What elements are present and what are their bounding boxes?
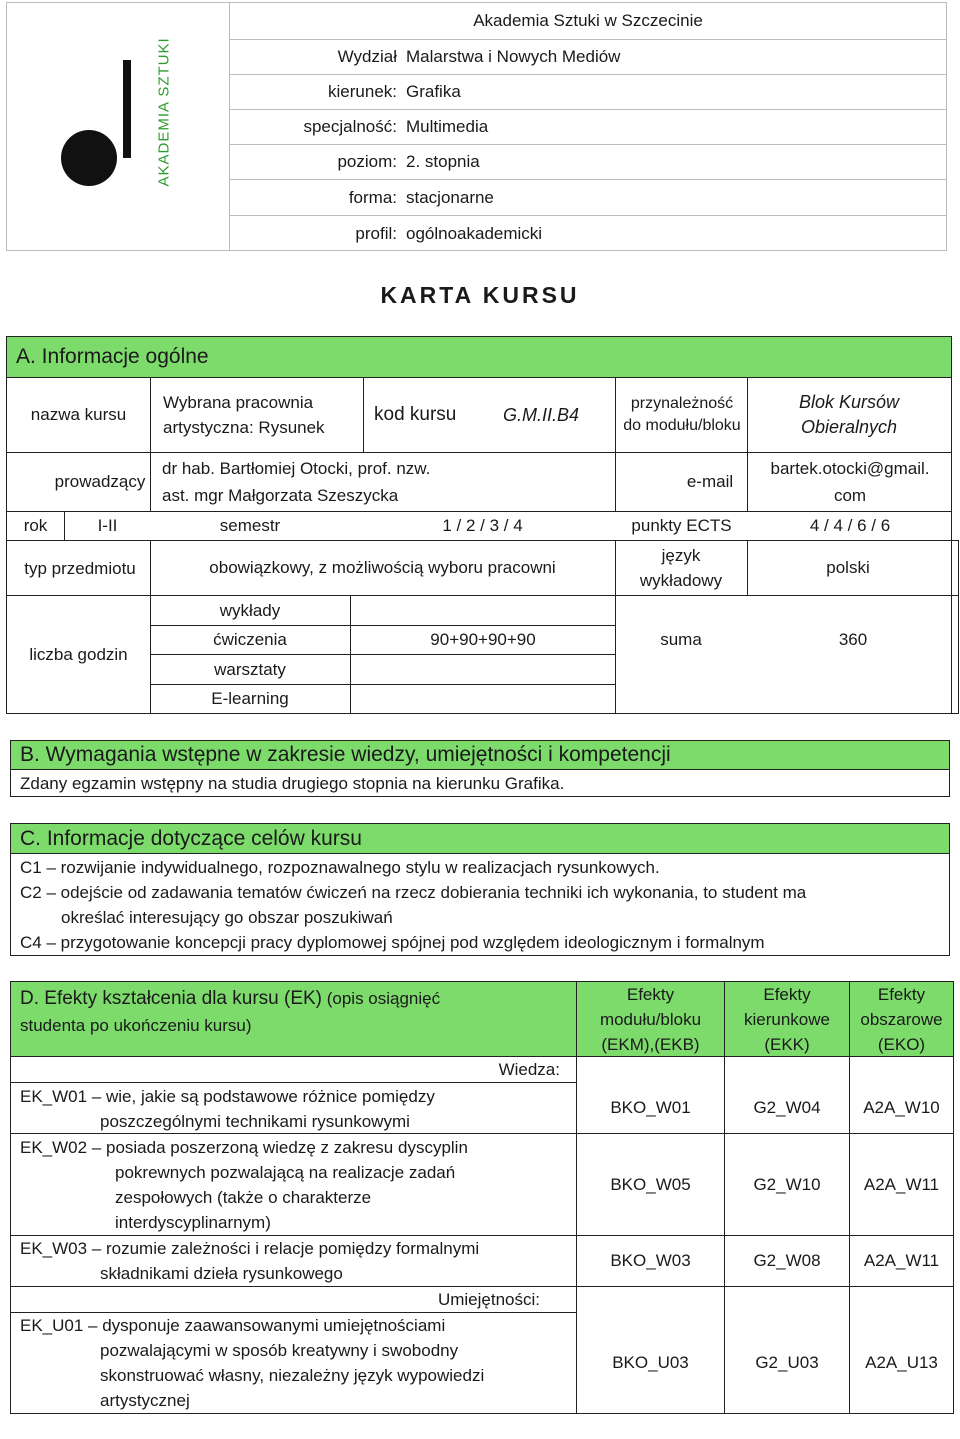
ek-u01-area: A2A_U13 [865,1353,938,1372]
year-value: I-II [97,516,118,535]
field-label: kierunek: [328,82,397,101]
language-label: język wykładowy [639,546,723,590]
hours-elearning: E-learning [211,689,289,708]
goal-c2-line-2: określać interesujący go obszar poszukiwań [61,908,393,927]
module-label: przynależność do modułu/bloku [623,395,741,434]
profile-label: profil: [355,223,397,243]
section-d-title-bold: D. Efekty kształcenia dla kursu (EK) [20,988,322,1009]
level-label: poziom: [337,152,397,171]
goal-c4: C4 – przygotowanie koncepcji pracy dyplomowej spójnej pod względem ideologicznym i formalnym [20,933,765,952]
course-name-value: Wybrana pracownia artystyczna: Rysunek [163,393,325,437]
hours-label: liczba godzin [29,644,128,664]
hours-lectures: wykłady [219,600,281,620]
institution-name: Akademia Sztuki w Szczecinie [473,11,703,30]
course-code-label: kod kursu [374,404,457,425]
goal-c1: C1 – rozwijanie indywidualnego, rozpoznawalnego stylu w realizacjach rysunkowych. [20,858,660,877]
section-a-title: A. Informacje ogólne [16,345,209,368]
ek-w02-field: G2_W10 [753,1174,821,1194]
hours-workshops: warsztaty [214,659,286,679]
course-name-label: nazwa kursu [30,405,127,424]
section-d-title-line2: studenta po ukończeniu kursu) [20,1016,252,1035]
ek-u01: EK_U01 – dysponuje zaawansowanymi umiejętnościami pozwalającymi w sposób kreatywny i swobodny skonstruować własny, niezależny język wypowiedzi artystycznej [20,1316,485,1410]
hours-exercises: ćwiczenia [213,630,287,649]
lecturer-label: prowadzący [54,472,146,491]
ek-u01-module: BKO_U03 [612,1353,689,1372]
email-line-1: bartek.otocki@gmail. [770,459,930,478]
lecturer-2: ast. mgr Małgorzata Szeszycka [162,486,399,505]
field-value: Grafika [406,82,461,101]
knowledge-label: Wiedza: [498,1059,560,1079]
document-title: KARTA KURSU [380,281,580,308]
specialty-label: specjalność: [303,117,397,136]
col-area-effects-header: Efekty obszarowe (EKO) [860,985,943,1054]
ek-w03-area: A2A_W11 [863,1251,940,1270]
logo-text: AKADEMIA SZTUKI [155,37,173,187]
ek-w01: EK_W01 – wie, jakie są podstawowe różnice pomiędzy poszczególnymi technikami rysunkowymi [20,1087,435,1131]
email-label: e-mail [686,472,734,491]
ek-w01-module: BKO_W01 [610,1098,691,1117]
ek-w03-module: BKO_W03 [610,1251,691,1270]
ek-w03: EK_W03 – rozumie zależności i relacje pomiędzy formalnymi składnikami dzieła rysunkowego [20,1239,480,1283]
section-c-title: C. Informacje dotyczące celów kursu [20,826,362,850]
profile-value: ogólnoakademicki [406,223,543,243]
section-d-title-rest: (opis osiągnięć [322,989,441,1008]
hours-exercises-value: 90+90+90+90 [430,630,536,649]
faculty-value: Malarstwa i Nowych Mediów [406,47,621,66]
form-label: forma: [348,187,397,207]
ek-w01-field: G2_W04 [753,1098,821,1117]
ek-w02: EK_W02 – posiada poszerzoną wiedzę z zakresu dyscyplin pokrewnych pozwalającą na realizacje zadań zespołowych (także o charakterze interdyscyplinarnym) [20,1138,468,1232]
email-line-2: com [833,486,867,505]
ek-w03-field: G2_W08 [753,1251,821,1270]
header-logo-cell [6,2,230,251]
type-value: obowiązkowy, z możliwością wyboru pracowni [209,558,556,577]
year-label: rok [23,516,48,535]
faculty-label: Wydział [337,47,397,66]
sum-label: suma [660,630,702,649]
skills-label: Umiejętności: [437,1289,540,1309]
ects-label: punkty ECTS [631,516,732,535]
col-field-effects-header: Efekty kierunkowe (EKK) [744,985,830,1054]
ek-w02-area: A2A_W11 [863,1174,940,1194]
ek-w01-area: A2A_W10 [863,1098,940,1117]
email-value[interactable] [755,455,945,511]
level-value: 2. stopnia [406,152,480,171]
section-b-text: Zdany egzamin wstępny na studia drugiego stopnia na kierunku Grafika. [20,774,565,793]
section-d-title [20,985,570,1039]
lecturer-1: dr hab. Bartłomiej Otocki, prof. nzw. [162,459,431,478]
section-b-title: B. Wymagania wstępne w zakresie wiedzy, umiejętności i kompetencji [20,743,671,766]
course-code-value: G.M.II.B4 [503,404,580,425]
sum-value: 360 [838,630,868,649]
goal-c2-line-1: C2 – odejście od zadawania tematów ćwiczeń na rzecz dobierania techniki ich wykonania, to student ma [20,883,807,902]
language-value: polski [826,558,870,577]
ek-w02-module: BKO_W05 [610,1174,691,1194]
lecturer-names [162,455,612,511]
ects-value: 4 / 4 / 6 / 6 [809,516,891,535]
ek-u01-field: G2_U03 [755,1353,819,1372]
col-module-effects-header: Efekty modułu/bloku (EKM),(EKB) [599,985,702,1054]
specialty-value: Multimedia [406,117,489,136]
semester-label: semestr [219,516,281,535]
type-label: typ przedmiotu [24,558,136,578]
form-value: stacjonarne [406,187,494,207]
module-value: Blok Kursów Obieralnych [798,392,900,437]
semester-value: 1 / 2 / 3 / 4 [442,516,523,535]
